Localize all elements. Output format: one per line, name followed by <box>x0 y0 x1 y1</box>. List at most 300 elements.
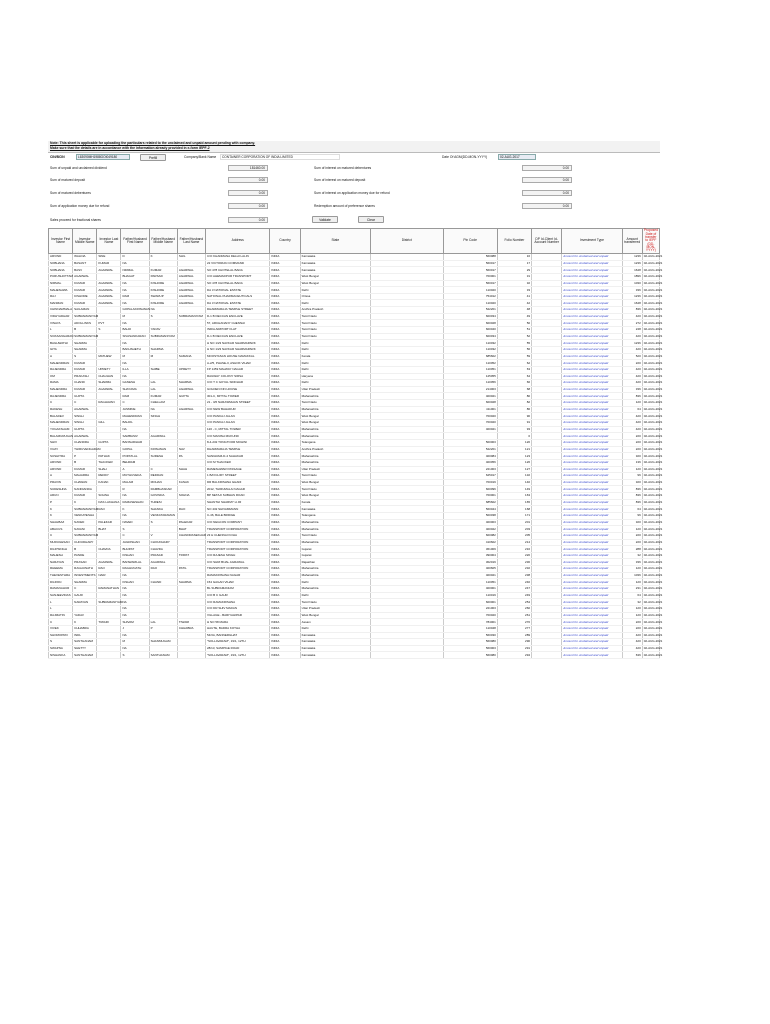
cell-amount[interactable]: 520 <box>622 353 642 360</box>
cell-address[interactable]: 2012, THIRUMALAI NAGAR <box>205 486 269 493</box>
cell-address[interactable]: TRANSPORT CORPORATION <box>205 566 269 573</box>
cell-folio[interactable]: 56 <box>497 346 531 353</box>
cell-investment-type[interactable]: Amount for unclaimed and unpaid <box>562 333 622 340</box>
cell-amount[interactable]: 420 <box>622 333 642 340</box>
validate-button[interactable]: Validate <box>312 216 338 223</box>
cell-state[interactable]: Tamil Nadu <box>300 532 370 539</box>
cell-pin[interactable]: 214003 <box>443 386 497 393</box>
cell-father-middle[interactable]: KUMAR <box>149 393 177 400</box>
cell-investment-type[interactable]: Amount for unclaimed and unpaid <box>562 420 622 427</box>
cell-investment-type[interactable]: Amount for unclaimed and unpaid <box>562 260 622 267</box>
cell-father-last[interactable] <box>177 439 205 446</box>
cell-district[interactable] <box>371 400 443 407</box>
cell-father-last[interactable]: NAV <box>177 446 205 453</box>
cell-first-name[interactable]: BALAMURUGAN <box>50 433 74 438</box>
cell-father-middle[interactable]: SURESH <box>149 453 177 460</box>
cell-folio[interactable]: 120 <box>497 439 531 446</box>
cell-investment-type[interactable]: Amount for unclaimed and unpaid <box>562 572 622 579</box>
cell-state[interactable]: Maharashtra <box>300 433 370 440</box>
cell-amount[interactable]: 220 <box>622 539 642 546</box>
cell-father-first[interactable]: J <box>121 625 149 632</box>
cell-father-first[interactable]: MAHENDRAN <box>121 413 149 420</box>
cell-country[interactable]: INDIA <box>270 466 300 473</box>
cell-dp-id[interactable] <box>532 340 562 347</box>
cell-pin[interactable]: 400022 <box>443 526 497 533</box>
cell-proposed-date[interactable]: 02-AUG-2021 <box>643 367 663 372</box>
cell-middle-name[interactable]: KISHORE <box>73 293 97 300</box>
cell-address[interactable]: C/O DR SHIV MADAN <box>205 605 269 612</box>
cell-address[interactable]: DR BALKRISHNA GHADI <box>205 479 269 486</box>
cell-dp-id[interactable] <box>532 366 562 373</box>
cell-first-name[interactable]: VIJAY <box>49 446 73 453</box>
cell-middle-name[interactable]: K <box>73 499 97 506</box>
cell-amount[interactable]: 836 <box>622 493 642 500</box>
cell-middle-name[interactable]: AGARWAL <box>73 433 97 440</box>
cell-state[interactable]: Tamil Nadu <box>300 333 370 340</box>
cell-pin[interactable]: 110020 <box>443 287 497 294</box>
cell-father-first[interactable]: RAGHUNATH <box>121 566 149 573</box>
cell-father-middle[interactable]: KISHORE <box>149 280 177 287</box>
cell-country[interactable]: INDIA <box>270 539 300 546</box>
cell-father-first[interactable]: JASMINE <box>121 406 149 413</box>
cell-father-last[interactable] <box>177 632 205 639</box>
cell-folio[interactable]: 66 <box>497 380 531 387</box>
cell-investment-type[interactable]: Amount for unclaimed and unpaid <box>562 539 622 546</box>
cell-middle-name[interactable]: B <box>73 459 97 466</box>
cell-district[interactable] <box>371 254 443 261</box>
cell-last-name[interactable] <box>97 539 121 546</box>
cell-first-name[interactable]: SHIV <box>49 439 73 446</box>
cell-father-first[interactable]: GANESH <box>121 380 149 387</box>
cell-father-first[interactable]: BHUPAT <box>121 546 149 553</box>
cell-folio[interactable]: 247 <box>497 586 531 593</box>
cell-father-middle[interactable]: V <box>149 532 177 539</box>
cell-father-last[interactable] <box>177 599 205 606</box>
cell-middle-name[interactable]: PRASAD <box>73 559 97 566</box>
cell-proposed-date[interactable]: 02-AUG-2021 <box>643 652 663 657</box>
cell-father-first[interactable]: ILLA <box>121 366 149 373</box>
cell-dp-id[interactable] <box>532 639 562 646</box>
cell-pin[interactable]: 125055 <box>443 373 497 380</box>
cell-dp-id[interactable] <box>532 453 562 460</box>
cell-country[interactable]: INDIA <box>270 300 300 307</box>
cell-address[interactable]: C/O M THACKER <box>205 459 269 466</box>
cell-folio[interactable]: 32 <box>497 280 531 287</box>
cell-district[interactable] <box>371 273 443 280</box>
cell-father-last[interactable] <box>177 426 205 433</box>
cell-amount[interactable]: 420 <box>622 373 642 380</box>
cell-address[interactable]: H NO 58 MARA <box>205 619 269 626</box>
cell-proposed-date[interactable]: 02-AUG-2021 <box>643 407 663 412</box>
cell-middle-name[interactable]: P <box>73 453 97 460</box>
cell-proposed-date[interactable]: 02-AUG-2021 <box>643 440 663 445</box>
cell-district[interactable] <box>371 426 443 433</box>
cell-last-name[interactable] <box>97 307 121 314</box>
cell-last-name[interactable] <box>97 632 121 639</box>
cell-amount[interactable]: 1896 <box>622 273 642 280</box>
cell-amount[interactable]: 336 <box>622 287 642 294</box>
cell-pin[interactable]: 400003 <box>443 519 497 526</box>
cell-father-middle[interactable] <box>149 439 177 446</box>
cell-first-name[interactable]: CHINNAMMALA <box>50 307 73 312</box>
cell-first-name[interactable]: K <box>49 512 73 519</box>
cell-middle-name[interactable]: VENKATESHA <box>73 512 97 519</box>
cell-folio[interactable]: 16 <box>497 254 531 261</box>
cell-pin[interactable] <box>443 433 497 440</box>
cell-folio[interactable]: 220 <box>497 552 531 559</box>
cell-first-name[interactable]: SOBHANA <box>49 260 73 267</box>
cell-country[interactable]: INDIA <box>270 512 300 519</box>
cell-state[interactable]: Delhi <box>300 380 370 387</box>
cell-folio[interactable]: 132 <box>497 473 531 480</box>
cell-proposed-date[interactable]: 02-AUG-2021 <box>643 566 663 571</box>
cell-last-name[interactable]: AGARWAL <box>97 386 121 393</box>
cell-amount[interactable]: 220 <box>622 625 642 632</box>
cell-father-middle[interactable] <box>149 360 177 367</box>
cell-father-first[interactable]: BHAGAT <box>121 273 149 280</box>
cell-investment-type[interactable]: Amount for unclaimed and unpaid <box>562 340 622 347</box>
cell-father-middle[interactable] <box>149 599 177 606</box>
cell-proposed-date[interactable]: 02-AUG-2021 <box>643 347 663 352</box>
cell-middle-name[interactable]: MAHARRA <box>73 473 97 480</box>
cell-investment-type[interactable]: Amount for unclaimed and unpaid <box>562 459 622 466</box>
cell-country[interactable]: INDIA <box>270 566 300 573</box>
cell-father-last[interactable] <box>177 400 205 407</box>
cell-middle-name[interactable]: SINGH <box>73 420 97 427</box>
cell-address[interactable]: TRANSPORT CORPORATION <box>205 539 269 546</box>
cell-father-last[interactable] <box>177 307 205 314</box>
cell-father-middle[interactable]: REDDAN <box>149 473 177 480</box>
cell-father-middle[interactable]: YADAV <box>149 327 177 334</box>
cell-pin[interactable]: 110019 <box>443 592 497 599</box>
cell-dp-id[interactable] <box>532 632 562 639</box>
cell-address[interactable]: VILLAGE - BARIYAHIPAR <box>205 612 269 619</box>
cell-last-name[interactable]: SOHNA <box>97 493 121 500</box>
cell-father-middle[interactable]: S <box>149 519 177 526</box>
cell-address[interactable]: C/O PANKAJ JALAN <box>205 420 269 427</box>
cell-country[interactable]: INDIA <box>270 473 300 480</box>
cell-father-middle[interactable]: LAL <box>149 619 177 626</box>
cell-last-name[interactable] <box>97 592 121 599</box>
cell-country[interactable]: INDIA <box>270 393 300 400</box>
cell-proposed-date[interactable]: 02-AUG-2021 <box>643 592 663 597</box>
cell-first-name[interactable]: ARVIND <box>49 254 73 261</box>
cell-amount[interactable]: 64 <box>622 406 642 413</box>
cell-district[interactable] <box>371 532 443 539</box>
cell-amount[interactable]: 320 <box>622 479 642 486</box>
cell-father-first[interactable]: NA <box>121 586 149 593</box>
cell-state[interactable]: Telangana <box>300 439 370 446</box>
cell-father-first[interactable]: SHAYAMA <box>121 386 149 393</box>
cell-amount[interactable]: 32 <box>622 552 642 559</box>
cell-first-name[interactable]: GITA <box>49 346 73 353</box>
cell-father-first[interactable]: M <box>121 639 149 646</box>
cell-middle-name[interactable]: KUMAR <box>73 287 97 294</box>
cell-district[interactable] <box>371 645 443 652</box>
cell-middle-name[interactable]: BASANT <box>73 260 97 267</box>
cell-first-name[interactable]: MAHESHWA <box>49 287 73 294</box>
cell-address[interactable]: 1 BAYCLIRY STREET <box>205 473 269 480</box>
cell-middle-name[interactable]: SUBRAMANIYAM <box>74 506 99 511</box>
cell-state[interactable]: Maharashtra <box>300 459 370 466</box>
cell-last-name[interactable] <box>97 273 121 280</box>
cell-last-name[interactable]: PATHAK <box>97 453 121 460</box>
cell-first-name[interactable]: MAHESH <box>49 552 73 559</box>
cell-investment-type[interactable]: Amount for unclaimed and unpaid <box>562 413 622 420</box>
cell-father-last[interactable] <box>177 512 205 519</box>
cell-address[interactable]: "SOLLAVARAM", 19/1, 12TH <box>205 652 269 659</box>
cell-folio[interactable]: 203 <box>497 526 531 533</box>
cell-district[interactable] <box>371 433 443 440</box>
cell-middle-name[interactable]: SAILAMAN <box>73 307 97 314</box>
cell-folio[interactable]: 261 <box>497 612 531 619</box>
cell-middle-name[interactable]: RAGHUNATH <box>73 566 97 573</box>
cell-proposed-date[interactable]: 02-AUG-2021 <box>643 493 663 498</box>
cell-middle-name[interactable]: KUMAR <box>73 360 97 367</box>
cell-father-first[interactable]: RAMASESHAN <box>121 499 149 506</box>
cell-pin[interactable]: 410602 <box>443 539 497 546</box>
cell-dp-id[interactable] <box>532 439 562 446</box>
cell-last-name[interactable]: RAO <box>97 506 121 513</box>
cell-country[interactable]: INDIA <box>270 273 300 280</box>
cell-folio[interactable]: 232 <box>497 566 531 573</box>
cell-father-middle[interactable]: KUMAR <box>149 267 177 274</box>
cell-proposed-date[interactable]: 02-AUG-2021 <box>643 360 663 365</box>
cell-folio[interactable]: 240 <box>497 579 531 586</box>
cell-first-name[interactable]: S <box>49 639 73 646</box>
cell-investment-type[interactable]: Amount for unclaimed and unpaid <box>562 639 622 646</box>
cell-father-last[interactable]: UPRETY <box>177 366 205 373</box>
cell-proposed-date[interactable]: 02-AUG-2021 <box>643 506 663 511</box>
cell-first-name[interactable]: OM <box>49 373 73 380</box>
cell-father-last[interactable] <box>177 652 205 659</box>
cell-investment-type[interactable]: Amount for unclaimed and unpaid <box>562 632 622 639</box>
cell-state[interactable]: Tamil Nadu <box>300 599 370 606</box>
cell-father-last[interactable] <box>177 340 205 347</box>
cell-proposed-date[interactable]: 02-AUG-2021 <box>643 327 663 332</box>
cell-country[interactable]: INDIA <box>270 366 300 373</box>
cell-amount[interactable]: 336 <box>622 559 642 566</box>
cell-address[interactable]: NATIONAL PHARMACEUTICALS <box>205 293 269 300</box>
cell-first-name[interactable]: ARUN <box>49 493 73 500</box>
cell-father-last[interactable] <box>177 373 205 380</box>
cell-dp-id[interactable] <box>532 532 562 539</box>
cell-country[interactable]: INDIA <box>270 340 300 347</box>
cell-proposed-date[interactable]: 02-AUG-2021 <box>643 526 663 531</box>
cell-address[interactable]: "SOLLAVARAM", 19/1, 12TH <box>205 639 269 646</box>
cell-state[interactable]: Maharashtra <box>300 586 370 593</box>
cell-father-last[interactable] <box>177 486 205 493</box>
cell-father-first[interactable]: NA <box>121 340 149 347</box>
cell-dp-id[interactable] <box>532 393 562 400</box>
cell-dp-id[interactable] <box>532 400 562 407</box>
cell-father-middle[interactable]: SWARUP <box>149 293 177 300</box>
cell-dp-id[interactable] <box>532 572 562 579</box>
cell-pin[interactable]: 110048 <box>443 625 497 632</box>
cell-state[interactable]: West Bengal <box>300 413 370 420</box>
cell-amount[interactable]: 120 <box>622 566 642 573</box>
cell-middle-name[interactable]: CHAWAN <box>73 479 97 486</box>
cell-father-middle[interactable]: SHANMUGAM <box>149 639 177 646</box>
cell-district[interactable] <box>371 506 443 513</box>
cell-state[interactable]: Karnataka <box>300 632 370 639</box>
cell-father-first[interactable]: BEHRAM <box>121 459 149 466</box>
cell-state[interactable]: Andhra Pradesh <box>300 307 370 314</box>
cell-last-name[interactable]: SHAH <box>97 466 121 473</box>
cell-folio[interactable]: 80 <box>497 393 531 400</box>
cell-dp-id[interactable] <box>532 300 562 307</box>
cell-proposed-date[interactable]: 02-AUG-2021 <box>643 466 663 471</box>
cell-investment-type[interactable]: Amount for unclaimed and unpaid <box>562 619 622 626</box>
cell-first-name[interactable]: SHOMOPRO <box>49 632 73 639</box>
cell-last-name[interactable] <box>97 512 121 519</box>
cell-district[interactable] <box>371 559 443 566</box>
cell-folio[interactable]: 62 <box>497 360 531 367</box>
cell-first-name[interactable]: RAJ <box>49 293 73 300</box>
cell-folio[interactable]: 249 <box>497 592 531 599</box>
cell-pin[interactable]: 110032 <box>443 346 497 353</box>
cell-middle-name[interactable]: GAUR <box>73 592 97 599</box>
cell-first-name[interactable]: MAHENDRA <box>49 386 73 393</box>
cell-folio[interactable]: 238 <box>497 572 531 579</box>
cell-father-middle[interactable]: CHAVDA <box>149 546 177 553</box>
cell-father-last[interactable] <box>177 572 205 579</box>
cell-address[interactable]: C/O KHADMANA DELHI LALIN <box>205 254 269 261</box>
cell-folio[interactable]: 205 <box>497 532 531 539</box>
cell-country[interactable]: INDIA <box>270 380 300 387</box>
cell-address[interactable]: C/O RAJESH SINGH <box>205 552 269 559</box>
cell-amount[interactable]: 120 <box>622 526 642 533</box>
cell-dp-id[interactable] <box>532 293 562 300</box>
cell-dp-id[interactable] <box>532 380 562 387</box>
cell-investment-type[interactable]: Amount for unclaimed and unpaid <box>562 433 622 440</box>
cell-country[interactable]: INDIA <box>270 459 300 466</box>
cell-folio[interactable]: 33 <box>497 287 531 294</box>
cell-dp-id[interactable] <box>532 360 562 367</box>
cell-state[interactable]: Maharashtra <box>300 453 370 460</box>
cell-proposed-date[interactable]: 02-AUG-2021 <box>643 586 663 591</box>
cell-middle-name[interactable]: INVESTMENTS <box>74 573 96 578</box>
cell-folio[interactable]: 149 <box>497 486 531 493</box>
cell-father-middle[interactable]: GOVINDA <box>149 493 177 500</box>
cell-father-last[interactable]: SHIL <box>177 254 205 261</box>
cell-father-last[interactable] <box>177 473 205 480</box>
cell-folio[interactable]: 91 <box>497 420 531 427</box>
cell-amount[interactable]: 220 <box>622 360 642 367</box>
cell-state[interactable]: Kerala <box>300 499 370 506</box>
cell-father-first[interactable]: S <box>121 526 149 533</box>
cell-father-last[interactable] <box>177 360 205 367</box>
cell-investment-type[interactable]: Amount for unclaimed and unpaid <box>562 493 622 500</box>
cell-last-name[interactable]: PALEKAR <box>97 519 121 526</box>
cell-dp-id[interactable] <box>532 512 562 519</box>
cell-address[interactable]: C/O B C GAUR <box>205 592 269 599</box>
cell-middle-name[interactable]: SUBRAMANIYAM <box>74 314 99 319</box>
cell-father-middle[interactable]: NA <box>149 307 177 314</box>
cell-father-last[interactable]: PALEKAR <box>177 519 205 526</box>
cell-pin[interactable]: 400084 <box>443 453 497 460</box>
cell-investment-type[interactable]: Amount for unclaimed and unpaid <box>562 400 622 407</box>
cell-address[interactable]: BL SUBRAMANIAM <box>205 586 269 593</box>
cell-amount[interactable]: 248 <box>622 327 642 334</box>
cell-amount[interactable]: 420 <box>622 426 642 433</box>
cell-last-name[interactable]: MATHEW <box>97 353 121 360</box>
cell-dp-id[interactable] <box>532 280 562 287</box>
cell-first-name[interactable]: A <box>49 473 73 480</box>
cell-middle-name[interactable]: NARAYAN <box>73 599 97 606</box>
cell-district[interactable] <box>371 280 443 287</box>
cell-last-name[interactable] <box>97 605 121 612</box>
cell-first-name[interactable]: DILIPAN <box>49 579 73 586</box>
cell-state[interactable]: Maharashtra <box>300 519 370 526</box>
cell-country[interactable]: INDIA <box>270 446 300 453</box>
cell-folio[interactable]: 29 <box>497 267 531 274</box>
cell-middle-name[interactable]: SUBRAMANIYAM <box>74 334 99 338</box>
cell-proposed-date[interactable]: 02-AUG-2021 <box>643 280 663 285</box>
cell-pin[interactable]: 560003 <box>443 645 497 652</box>
cell-first-name[interactable]: RHEEMA <box>49 566 73 573</box>
cell-country[interactable]: INDIA <box>270 293 300 300</box>
cell-father-first[interactable]: NA <box>121 320 149 327</box>
cell-dp-id[interactable] <box>532 459 562 466</box>
cell-district[interactable] <box>371 446 443 453</box>
cell-pin[interactable]: 600028 <box>443 320 497 327</box>
cell-country[interactable]: INDIA <box>270 400 300 407</box>
cell-amount[interactable]: 1236 <box>622 260 642 267</box>
cell-district[interactable] <box>371 566 443 573</box>
cell-middle-name[interactable]: CHANDRA <box>73 439 97 446</box>
cell-father-first[interactable]: SIVASANKARAN <box>121 333 149 340</box>
cell-investment-type[interactable]: Amount for unclaimed and unpaid <box>562 453 622 460</box>
cell-pin[interactable]: 221003 <box>443 466 497 473</box>
cell-dp-id[interactable] <box>532 559 562 566</box>
cell-district[interactable] <box>371 473 443 480</box>
cell-last-name[interactable]: KANAK <box>97 479 121 486</box>
cell-investment-type[interactable]: Amount for unclaimed and unpaid <box>562 327 622 334</box>
cell-proposed-date[interactable]: 02-AUG-2021 <box>643 599 663 604</box>
cell-address[interactable]: 120 - C, MITTAL TOWER <box>205 426 269 433</box>
cell-amount[interactable]: 836 <box>622 307 642 314</box>
cell-pin[interactable]: 700001 <box>443 493 497 500</box>
cell-address[interactable]: 22 VICTORIAN COMMAND <box>205 260 269 267</box>
cell-last-name[interactable] <box>97 346 121 353</box>
cell-first-name[interactable]: L <box>49 599 73 606</box>
cell-first-name[interactable]: L <box>49 327 73 334</box>
cell-dp-id[interactable] <box>532 260 562 267</box>
cell-proposed-date[interactable]: 02-AUG-2021 <box>643 553 663 558</box>
cell-first-name[interactable]: ARVIND <box>49 459 73 466</box>
cell-state[interactable]: Delhi <box>300 360 370 367</box>
cell-address[interactable]: H NO 1/23 NAVKAR SHARMAPARK <box>205 346 269 353</box>
cell-pin[interactable]: 522201 <box>443 307 497 314</box>
cell-father-first[interactable]: NA <box>121 373 149 380</box>
cell-state[interactable]: Maharashtra <box>300 566 370 573</box>
cell-last-name[interactable] <box>97 433 121 440</box>
cell-address[interactable]: C-46, BALE BRIDGE <box>205 512 269 519</box>
cell-amount[interactable]: 420 <box>622 380 642 387</box>
cell-pin[interactable]: 110051 <box>443 366 497 373</box>
cell-last-name[interactable] <box>97 426 121 433</box>
cell-address[interactable]: D-1 B DECCAN ENCLAVE <box>205 333 269 340</box>
cell-investment-type[interactable]: Amount for unclaimed and unpaid <box>562 466 622 473</box>
cell-father-last[interactable]: AGARWAL <box>177 386 205 393</box>
cell-father-middle[interactable]: P <box>149 625 177 632</box>
cell-district[interactable] <box>371 512 443 519</box>
cell-district[interactable] <box>371 293 443 300</box>
cell-proposed-date[interactable]: 02-AUG-2021 <box>643 287 663 292</box>
cell-pin[interactable]: 560080 <box>443 639 497 646</box>
cell-state[interactable]: West Bengal <box>300 493 370 500</box>
